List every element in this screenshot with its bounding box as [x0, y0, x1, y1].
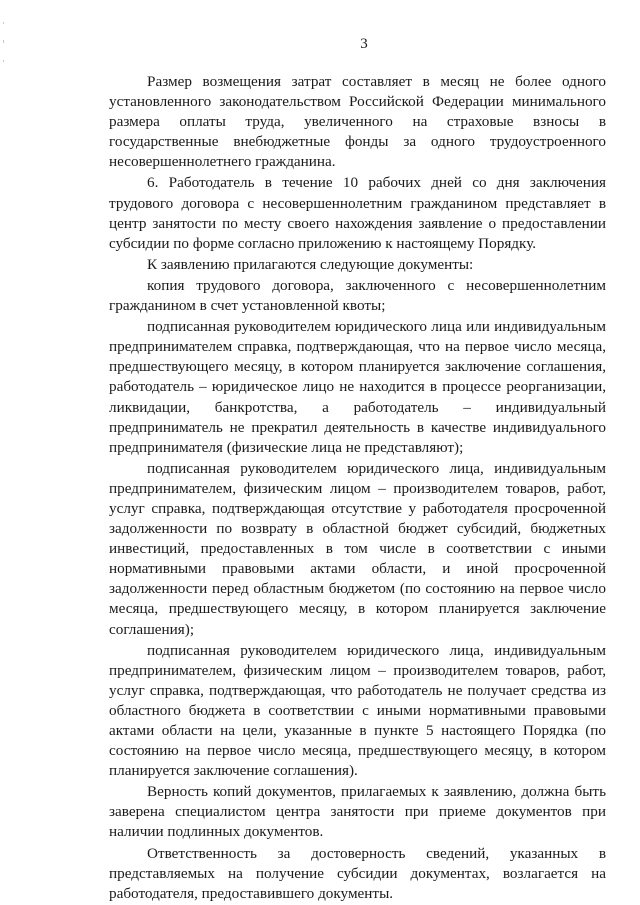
document-body — [109, 72, 606, 904]
paragraph-employment-contract-copy: копия трудового договора, заключенного с несовершеннолетним гражданином в счет установленной квоты; — [109, 276, 606, 315]
paragraph-reorganization-certificate: подписанная руководителем юридического лица или индивидуальным предпринимателем справка, подтверждающая, что на первое число месяца, предшествующего месяцу, в котором планируется заключение соглашения, работодатель – юридическое лицо не находится в процессе реорганизации, ликвидации, банкротства, а работодатель – индивидуальный предприниматель не прекратил деятельность в качестве индивидуального предпринимателя (физические лица не представляют); — [109, 318, 606, 456]
paragraph-attachments-intro: К заявлению прилагаются следующие документы: — [147, 255, 474, 273]
paragraph-copies-verification: Верность копий документов, прилагаемых к заявлению, должна быть заверена специалистом центра занятости при приеме документов при наличии подлинных документов. — [109, 783, 606, 841]
page-number: 3 — [360, 36, 368, 52]
paragraph-no-funds-certificate: подписанная руководителем юридического лица, индивидуальным предпринимателем, физическим лицом – производителем товаров, работ, услуг справка, подтверждающая, что работодатель не получает средства из областного бюджета в соответствии с иными нормативными правовыми актами области на цели, указанные в пункте 5 настоящего Порядка (по состоянию на первое число месяца, предшествующего месяцу, в котором планируется заключение соглашения). — [109, 641, 606, 780]
scan-edge-mark — [3, 22, 4, 24]
paragraph-responsibility: Ответственность за достоверность сведений, указанных в представляемых на получение субсидии документах, возлагается на работодателя, предоставившего документы. — [109, 844, 606, 902]
paragraph-debt-certificate: подписанная руководителем юридического лица, индивидуальным предпринимателем, физическим лицом – производителем товаров, работ, услуг справка, подтверждающая отсутствие у работодателя просроченной задолженности по возврату в областной бюджет субсидий, бюджетных инвестиций, предоставленных в том числе в соответствии с иными нормативными правовыми актами области, и иной просроченной задолженности перед областным бюджетом (по состоянию на первое число месяца, предшествующего месяцу, в котором планируется заключение соглашения); — [109, 459, 606, 638]
paragraph-compensation-amount: Размер возмещения затрат составляет в месяц не более одного установленного законодательством Российской Федерации минимального размера оплаты труда, увеличенного на страховые взносы в государственные внебюджетные фонды за одного трудоустроенного несовершеннолетнего гражданина. — [109, 73, 606, 171]
paragraph-item-6: 6. Работодатель в течение 10 рабочих дней со дня заключения трудового договора с несовершеннолетним гражданином представляет в центр занятости по месту своего нахождения заявление о предоставлении субсидии по форме согласно приложению к настоящему Порядку. — [109, 174, 606, 252]
scan-edge-mark — [3, 60, 4, 62]
